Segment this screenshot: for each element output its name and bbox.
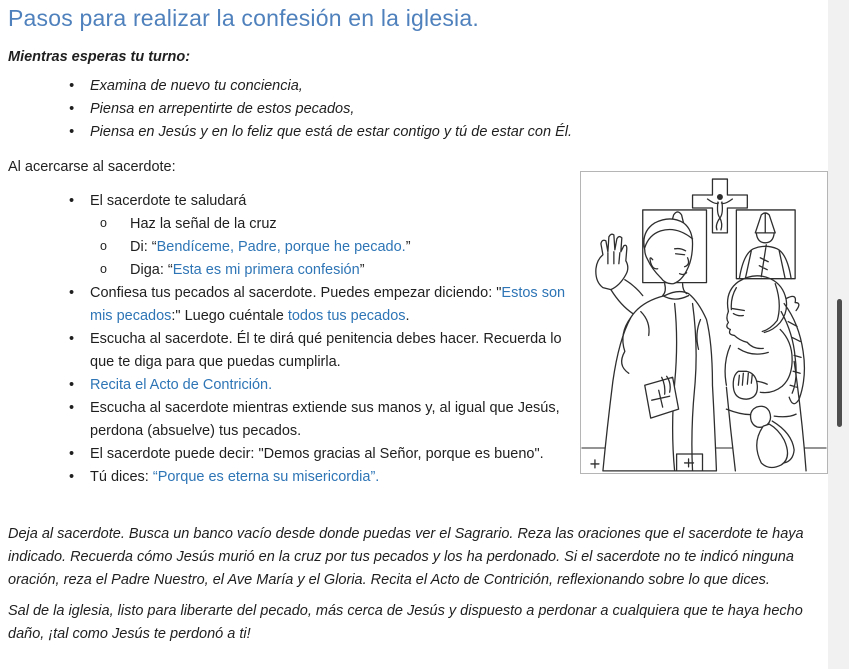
greet-sub-list: [90, 213, 574, 282]
sub-item-cross-sign: o Haz la señal de la cruz: [90, 213, 574, 236]
blessing-hand: [596, 234, 628, 289]
list-item-priest-says: • El sacerdote puede decir: "Demos gracias al Señor, porque es bueno".: [8, 443, 574, 466]
intro-bullet-2: • Piensa en arrepentirte de estos pecados,: [8, 98, 820, 121]
sub-item-di: o Di: “Bendíceme, Padre, porque he pecado.”: [90, 236, 574, 259]
page-title: Pasos para realizar la confesión en la iglesia.: [8, 5, 479, 31]
scrollbar[interactable]: [828, 0, 849, 669]
confession-illustration: [580, 171, 828, 474]
clasped-hands: [733, 371, 757, 399]
intro-list: [8, 75, 820, 144]
approach-heading: Al acercarse al sacerdote:: [8, 159, 176, 175]
intro-bullet-1: • Examina de nuevo tu conciencia,: [8, 75, 820, 98]
intro-bullet-3: • Piensa en Jesús y en lo feliz que está de estar contigo y tú de estar con Él.: [8, 121, 820, 144]
bishop-portrait-icon: [736, 210, 795, 279]
closing-paragraph-1: Deja al sacerdote. Busca un banco vacío desde donde puedas ver el Sagrario. Reza las oraciones que el sacerdote te haya indicado. Recuerda cómo Jesús murió en la cruz por tus pecados y los ha perdonado. Si el sacerdote no te indicó ninguna oración, reza el Padre Nuestro, el Ave María y el Gloria. Recita el Acto de Contrición, reflexionando sobre lo que dices.: [8, 526, 804, 588]
sub-item-diga: o Diga: “Esta es mi primera confesión”: [90, 259, 574, 282]
confession-illustration-svg: [581, 172, 827, 473]
list-item-confess: • Confiesa tus pecados al sacerdote. Puedes empezar diciendo: "Estos son mis pecados:" Luego cuéntale todos tus pecados.: [8, 282, 574, 328]
list-item-greet: • El sacerdote te saludará o Haz la señal de la cruz o Di: “Bendíceme, Padre, porque he pecado.” o Diga: “Esta es mi primera confesión”: [8, 190, 574, 282]
woman-figure: [725, 276, 806, 471]
list-item-act-of-contrition: • Recita el Acto de Contrición.: [8, 374, 574, 397]
closing-paragraph-2: Sal de la iglesia, listo para liberarte del pecado, más cerca de Jesús y dispuesto a perdonar a cualquiera que te haya hecho daño, ¡tal como Jesús te perdonó a ti!: [8, 603, 803, 642]
list-item-you-say: • Tú dices: “Porque es eterna su misericordia”.: [8, 466, 574, 489]
list-item-listen-absolution: • Escucha al sacerdote mientras extiende sus manos y, al igual que Jesús, perdona (absuelve) tus pecados.: [8, 397, 574, 443]
list-item-listen-penance: • Escucha al sacerdote. Él te dirá qué penitencia debes hacer. Recuerda lo que te diga para que puedas cumplirla.: [8, 328, 574, 374]
confession-steps-list: [8, 190, 574, 489]
scrollbar-thumb[interactable]: [837, 299, 842, 427]
intro-heading: Mientras esperas tu turno:: [8, 49, 191, 65]
